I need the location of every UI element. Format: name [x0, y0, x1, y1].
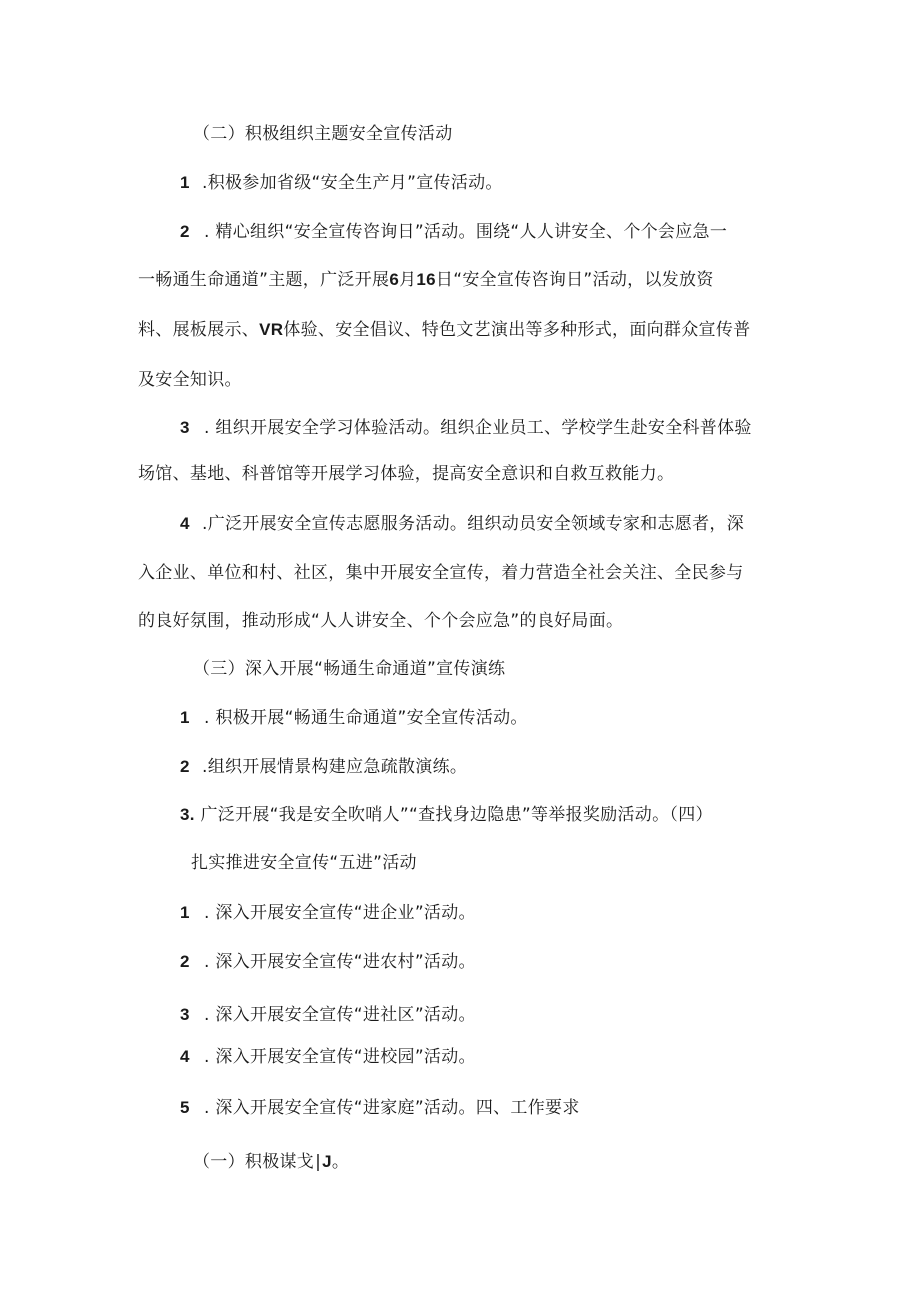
item-text: . 精心组织“安全宣传咨询日”活动。围绕“人人讲安全、个个会应急一 [204, 222, 728, 242]
item-text: . 深入开展安全宣传“进农村”活动。 [204, 952, 476, 972]
item-text: . 深入开展安全宣传“进社区”活动。 [204, 1005, 476, 1025]
list-item [180, 803, 713, 827]
item-number: 2 [180, 952, 190, 971]
list-item [180, 755, 467, 779]
vr-label: VR [259, 320, 284, 339]
item-number: 4 [180, 1047, 190, 1066]
item-number: 5 [180, 1098, 190, 1117]
item-number: 2 [180, 222, 190, 241]
item-text: 一畅通生命通道”主题，广泛开展 [138, 270, 390, 290]
list-item [180, 171, 503, 195]
item-text: . 深入开展安全宣传“进家庭”活动。四、工作要求 [204, 1098, 580, 1118]
item-number: 1 [180, 903, 190, 922]
item-text: .积极参加省级“安全生产月”宣传活动。 [202, 173, 503, 193]
item-number: 3 [180, 418, 190, 437]
list-item [180, 1003, 476, 1027]
item-number: 2 [180, 757, 190, 776]
item-text: .组织开展情景构建应急疏散演练。 [202, 757, 468, 777]
section-heading-1: （一）积极谋戈|J。 [193, 1152, 350, 1172]
list-item [180, 1096, 580, 1120]
item-text: .广泛开展安全宣传志愿服务活动。组织动员安全领域专家和志愿者，深 [202, 514, 745, 534]
section-heading-3: （三）深入开展“畅通生命通道”宣传演练 [193, 659, 506, 679]
date-month: 6 [389, 270, 400, 289]
item-number: 1 [180, 173, 190, 192]
item-text: . 组织开展安全学习体验活动。组织企业员工、学校学生赴安全科普体验 [204, 418, 752, 438]
list-item [180, 950, 476, 974]
item-text: 广泛开展“我是安全吹哨人”“查找身边隐患”等举报奖励活动。（四） [194, 805, 713, 825]
item-number: 3 [180, 1005, 190, 1024]
item-number: 3. [180, 805, 195, 824]
item-text: . 深入开展安全宣传“进校园”活动。 [204, 1047, 476, 1067]
item-number: 4 [180, 514, 190, 533]
list-item [180, 706, 528, 730]
section-heading-2: （二）积极组织主题安全宣传活动 [193, 124, 453, 144]
item-number: 1 [180, 708, 190, 727]
section-heading-4: 扎实推进安全宣传“五进”活动 [191, 853, 417, 873]
item-text: . 深入开展安全宣传“进企业”活动。 [204, 903, 476, 923]
list-item [180, 1045, 476, 1069]
item-text: . 积极开展“畅通生命通道”安全宣传活动。 [204, 708, 528, 728]
list-item [180, 901, 476, 925]
date-day: 16 [416, 270, 436, 289]
